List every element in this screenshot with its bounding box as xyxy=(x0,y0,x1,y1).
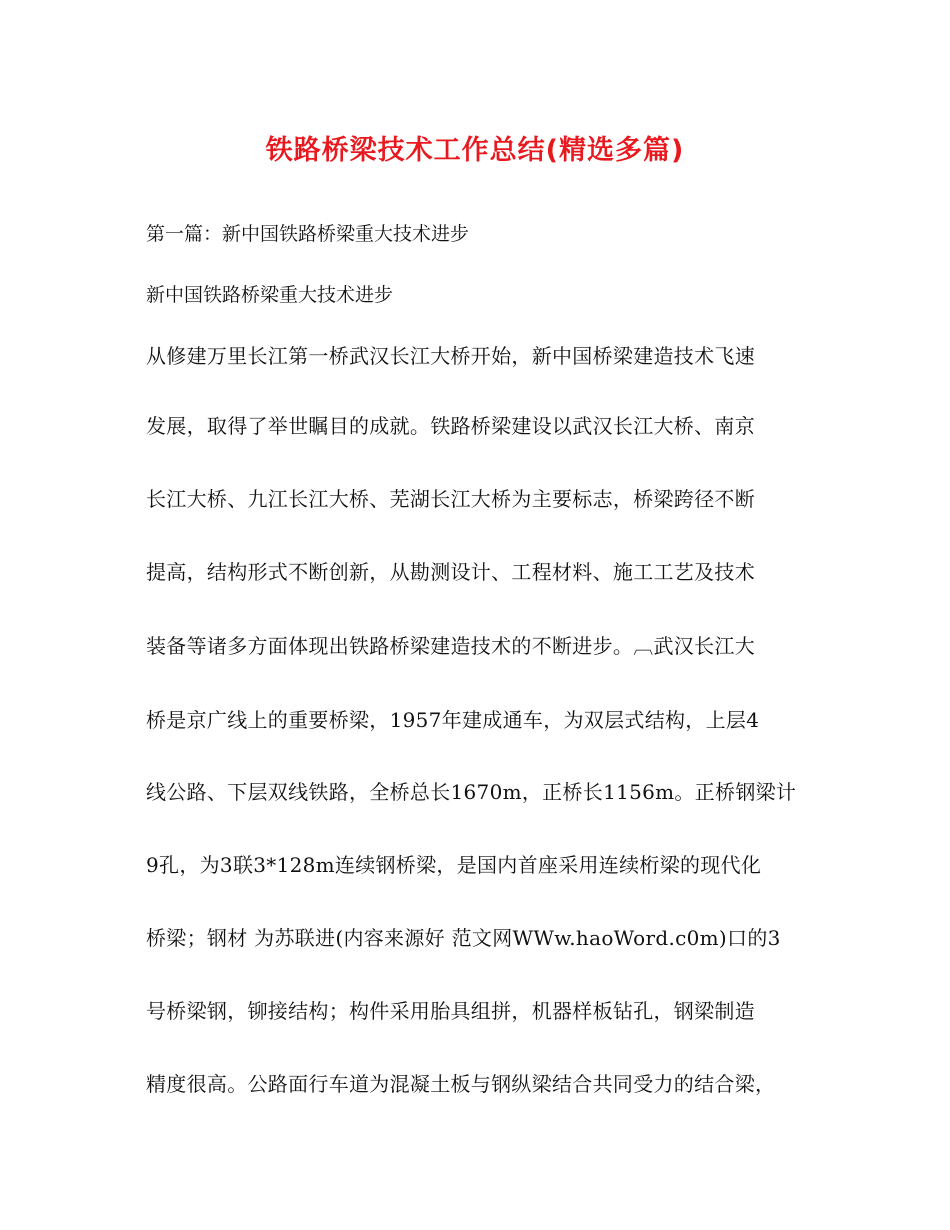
body-line: 桥梁；钢材 为苏联进(内容来源好 范文网WWw.haoWord.c0m)口的3 xyxy=(146,926,781,950)
body-line: 发展，取得了举世瞩目的成就。铁路桥梁建设以武汉长江大桥、南京 xyxy=(146,414,755,438)
body-line: 号桥梁钢，铆接结构；构件采用胎具组拼，机器样板钻孔，钢梁制造 xyxy=(146,999,755,1023)
body-line: 提高，结构形式不断创新，从勘测设计、工程材料、施工工艺及技术 xyxy=(146,560,755,584)
document-title: 铁路桥梁技术工作总结(精选多篇) xyxy=(265,135,685,166)
body-line: 线公路、下层双线铁路，全桥总长1670m，正桥长1156m。正桥钢梁计 xyxy=(146,780,797,804)
body-line: 精度很高。公路面行车道为混凝土板与钢纵梁结合共同受力的结合梁， xyxy=(146,1072,776,1096)
section-heading: 第一篇：新中国铁路桥梁重大技术进步 xyxy=(146,223,470,245)
body-line: 从修建万里长江第一桥武汉长江大桥开始，新中国桥梁建造技术飞速 xyxy=(146,344,755,368)
body-line: 装备等诸多方面体现出铁路桥梁建造技术的不断进步。︹武汉长江大 xyxy=(146,634,755,658)
subheading: 新中国铁路桥梁重大技术进步 xyxy=(146,284,394,306)
body-line: 桥是京广线上的重要桥梁，1957年建成通车，为双层式结构，上层4 xyxy=(146,708,760,732)
body-line: 9孔，为3联3*128m连续钢桥梁，是国内首座采用连续桁梁的现代化 xyxy=(146,853,762,877)
body-line: 长江大桥、九江长江大桥、芜湖长江大桥为主要标志，桥梁跨径不断 xyxy=(146,487,755,511)
